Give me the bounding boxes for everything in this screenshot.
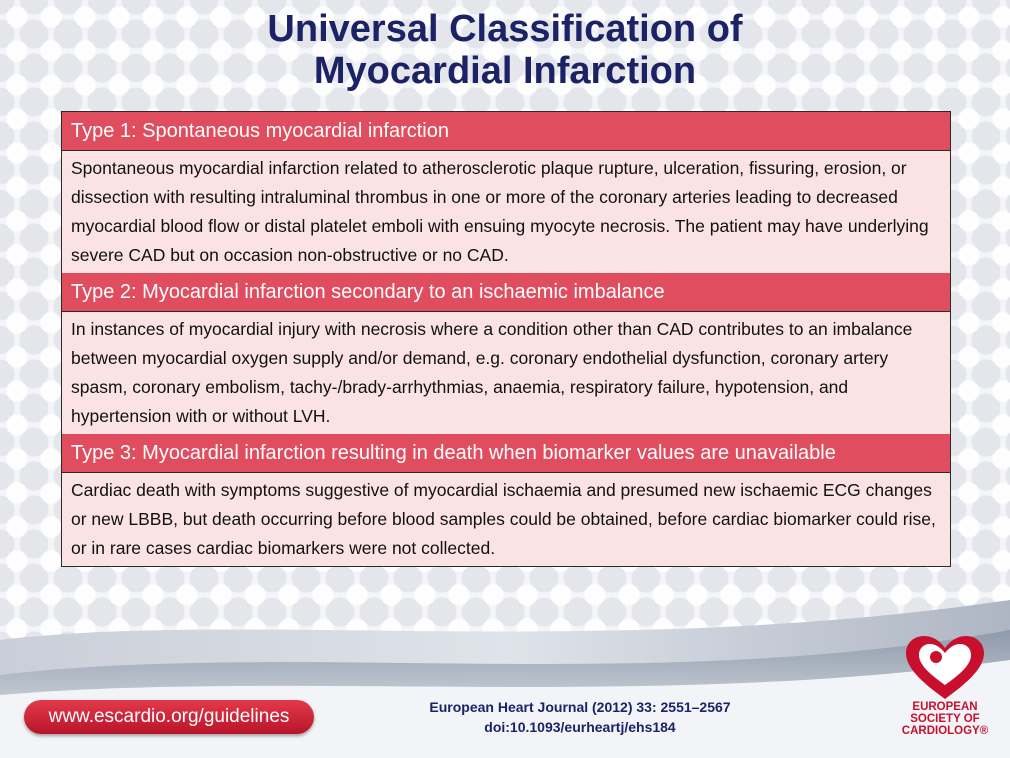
type-2-section xyxy=(62,273,950,434)
doi-reference: doi:10.1093/eurheartj/ehs184 xyxy=(484,719,676,735)
logo-text-line-1: EUROPEAN xyxy=(912,701,978,713)
title-line-2: Myocardial Infarction xyxy=(313,50,697,92)
guidelines-url-button[interactable]: www.escardio.org/guidelines xyxy=(24,700,314,734)
type-1-description: Spontaneous myocardial infarction related to atherosclerotic plaque rupture, ulceration, fissuring, erosion, or dissection with resulting intraluminal thrombus in one or more of the coronary arteries leading to decreased myocardial blood flow or distal platelet emboli with ensuing myocyte necrosis. The patient may have underlying severe CAD but on occasion non-obstructive or no CAD. xyxy=(62,151,950,273)
title-line-1: Universal Classification of xyxy=(267,8,743,50)
type-3-section xyxy=(62,434,950,566)
type-1-section xyxy=(62,112,950,273)
classification-table xyxy=(61,111,951,567)
type-3-description: Cardiac death with symptoms suggestive of myocardial ischaemia and presumed new ischaemic ECG changes or new LBBB, but death occurring before blood samples could be obtained, before cardiac biomarker could rise, or in rare cases cardiac biomarkers were not collected. xyxy=(62,473,950,566)
type-1-header: Type 1: Spontaneous myocardial infarction xyxy=(62,112,950,151)
logo-text-line-3: CARDIOLOGY® xyxy=(901,725,989,737)
esc-heart-logo-icon xyxy=(900,633,990,703)
page-title xyxy=(0,8,1010,92)
journal-reference: European Heart Journal (2012) 33: 2551–2567 xyxy=(429,699,731,715)
type-2-header: Type 2: Myocardial infarction secondary to an ischaemic imbalance xyxy=(62,273,950,312)
type-3-header: Type 3: Myocardial infarction resulting in death when biomarker values are unavailable xyxy=(62,434,950,473)
type-2-description: In instances of myocardial injury with necrosis where a condition other than CAD contributes to an imbalance between myocardial oxygen supply and/or demand, e.g. coronary endothelial dysfunction, coronary artery spasm, coronary embolism, tachy-/brady-arrhythmias, anaemia, respiratory failure, hypotension, and hypertension with or without LVH. xyxy=(62,312,950,434)
logo-text-line-2: SOCIETY OF xyxy=(910,713,980,725)
